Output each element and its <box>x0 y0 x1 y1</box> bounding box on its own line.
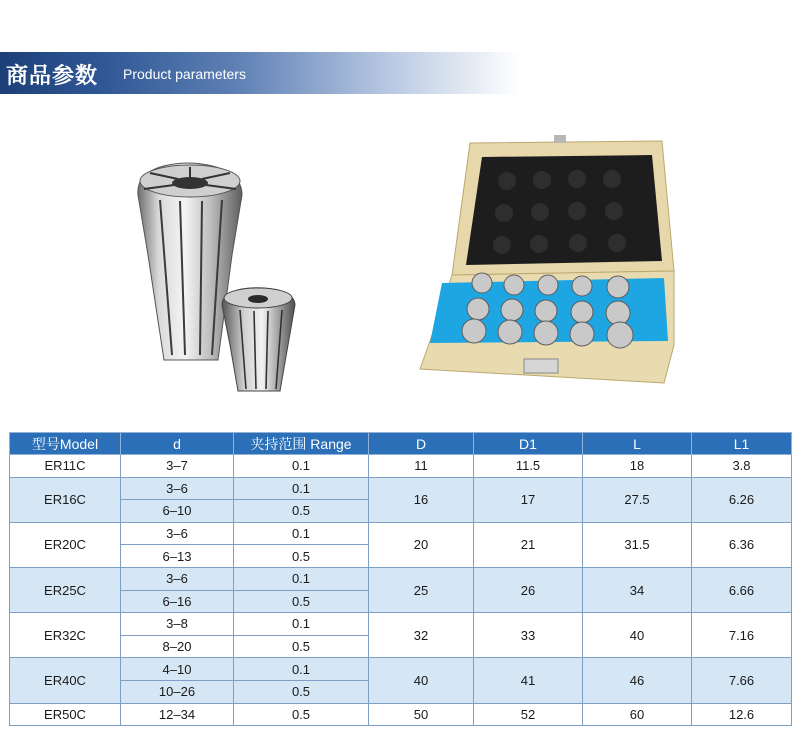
product-parameter-table <box>9 432 792 726</box>
L-cell: 18 <box>583 455 692 478</box>
d-cell: 3–6 <box>121 522 234 545</box>
wooden-collet-set-case-icon <box>412 133 677 393</box>
d-cell: 3–6 <box>121 567 234 590</box>
column-header-model: 型号Model <box>10 433 121 455</box>
D1-cell: 17 <box>474 477 583 522</box>
section-title-en: Product parameters <box>123 66 246 82</box>
range-cell: 0.1 <box>234 613 369 636</box>
D-cell: 32 <box>369 613 474 658</box>
range-cell: 0.5 <box>234 703 369 726</box>
model-cell: ER40C <box>10 658 121 703</box>
range-cell: 0.1 <box>234 658 369 681</box>
model-cell: ER11C <box>10 455 121 478</box>
L1-cell: 6.36 <box>692 522 792 567</box>
model-cell: ER50C <box>10 703 121 726</box>
table-row <box>10 455 792 478</box>
section-title-cn: 商品参数 <box>6 64 99 89</box>
D-cell: 25 <box>369 567 474 612</box>
D1-cell: 26 <box>474 567 583 612</box>
d-cell: 10–26 <box>121 680 234 703</box>
D1-cell: 52 <box>474 703 583 726</box>
D1-cell: 41 <box>474 658 583 703</box>
range-cell: 0.1 <box>234 455 369 478</box>
table-row <box>10 522 792 545</box>
d-cell: 6–13 <box>121 545 234 568</box>
table-row <box>10 613 792 636</box>
D-cell: 20 <box>369 522 474 567</box>
range-cell: 0.5 <box>234 545 369 568</box>
section-banner <box>0 52 520 94</box>
d-cell: 6–16 <box>121 590 234 613</box>
range-cell: 0.5 <box>234 590 369 613</box>
L1-cell: 12.6 <box>692 703 792 726</box>
range-cell: 0.1 <box>234 522 369 545</box>
D-cell: 16 <box>369 477 474 522</box>
er-collet-pair-icon <box>130 155 310 395</box>
L-cell: 27.5 <box>583 477 692 522</box>
L-cell: 31.5 <box>583 522 692 567</box>
d-cell: 3–8 <box>121 613 234 636</box>
D1-cell: 11.5 <box>474 455 583 478</box>
d-cell: 3–7 <box>121 455 234 478</box>
D1-cell: 33 <box>474 613 583 658</box>
D-cell: 50 <box>369 703 474 726</box>
d-cell: 3–6 <box>121 477 234 500</box>
d-cell: 12–34 <box>121 703 234 726</box>
L-cell: 34 <box>583 567 692 612</box>
column-header-L: L <box>583 433 692 455</box>
table-row <box>10 658 792 681</box>
model-cell: ER16C <box>10 477 121 522</box>
L1-cell: 6.66 <box>692 567 792 612</box>
L1-cell: 6.26 <box>692 477 792 522</box>
range-cell: 0.5 <box>234 680 369 703</box>
D-cell: 11 <box>369 455 474 478</box>
d-cell: 6–10 <box>121 500 234 523</box>
range-cell: 0.5 <box>234 500 369 523</box>
column-header-D1: D1 <box>474 433 583 455</box>
range-cell: 0.1 <box>234 567 369 590</box>
L1-cell: 7.16 <box>692 613 792 658</box>
table-row <box>10 703 792 726</box>
column-header-D: D <box>369 433 474 455</box>
product-photos <box>0 115 800 415</box>
table-header-row <box>10 433 792 455</box>
D1-cell: 21 <box>474 522 583 567</box>
range-cell: 0.5 <box>234 635 369 658</box>
column-header-range: 夹持范围 Range <box>234 433 369 455</box>
model-cell: ER32C <box>10 613 121 658</box>
table-row <box>10 567 792 590</box>
D-cell: 40 <box>369 658 474 703</box>
range-cell: 0.1 <box>234 477 369 500</box>
L-cell: 40 <box>583 613 692 658</box>
L-cell: 46 <box>583 658 692 703</box>
model-cell: ER20C <box>10 522 121 567</box>
column-header-L1: L1 <box>692 433 792 455</box>
d-cell: 4–10 <box>121 658 234 681</box>
column-header-d: d <box>121 433 234 455</box>
table-row <box>10 477 792 500</box>
model-cell: ER25C <box>10 567 121 612</box>
L-cell: 60 <box>583 703 692 726</box>
d-cell: 8–20 <box>121 635 234 658</box>
L1-cell: 3.8 <box>692 455 792 478</box>
L1-cell: 7.66 <box>692 658 792 703</box>
